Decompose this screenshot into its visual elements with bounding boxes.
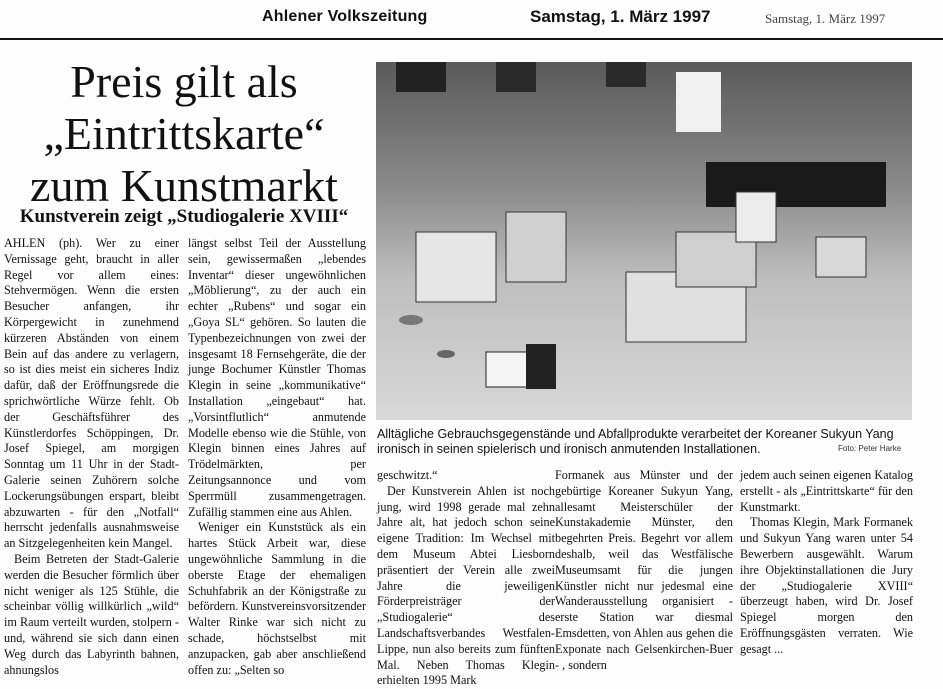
- article-column-4: [555, 468, 733, 672]
- paragraph: AHLEN (ph). Wer zu einer Vernissage geht, braucht in aller Regel vor allem eines: Stehvermögen. Wenn die ersten Besucher anfangen, ihr Körpergewicht in zunehmend kürzeren Abständen von einem Bein auf das andere zu verlagern, so ist dies meist ein sicheres Indiz dafür, daß der Eröffnungsrede die sprichwörtliche Würze fehlt. Ob der Geschäftsführer des Künstlerdorfes Schöppingen, Dr. Josef Spiegel, am morgigen Sonntag um 11 Uhr in der Stadt-Galerie seinen Zuhörern solche Lockerungsübungen erspart, bleibt abzuwarten - für den „Notfall“ herrscht jedenfalls ausnahmsweise an Sitzgelegenheiten kein Mangel.: [4, 236, 179, 551]
- headline: [0, 56, 368, 212]
- article-column-2: [188, 236, 367, 677]
- paragraph: Formanek aus Münster und der gebürtige Koreaner Sukyun Yang, allesamt Meisterschüler der Kunstakademie Münster, den begehrten Preis. Begehrt vor allem deshalb, weil das Westfälische Museumsamt für die jungen Künstler nicht nur jedesmal eine Wanderausstellung organisiert - erste Station war diesmal Emsdetten, von Ahlen aus gehen die Exponate nach Gelsenkirchen-Buer - , sondern: [555, 468, 733, 672]
- headline-line-1: Preis gilt als: [70, 56, 298, 107]
- article-column-1: [4, 236, 179, 677]
- article-column-5: [740, 468, 913, 662]
- issue-date-small: Samstag, 1. März 1997: [765, 11, 886, 26]
- subheadline: Kunstverein zeigt „Studiogalerie XVIII“: [19, 206, 349, 227]
- headline-line-3: zum Kunstmarkt: [30, 160, 338, 211]
- article-photo: [376, 62, 912, 420]
- installation-photo-illustration: [376, 62, 912, 420]
- issue-date: Samstag, 1. März 1997: [530, 7, 711, 26]
- paragraph: Weniger ein Kunststück als ein hartes Stück Arbeit war, diese ungewöhnliche Sammlung in die oberste Etage der ehemaligen Schuhfabrik an der Königstraße zu befördern. Kunstvereinsvorsitzender Walter Rinke war sich nicht zu schade, höchstselbst mit anzupacken, gab aber anschließend offen zu: „Selten so: [188, 520, 367, 677]
- paragraph: jedem auch seinen eigenen Katalog erstellt - als „Eintrittskarte“ für den Kunstmarkt.: [740, 468, 913, 514]
- photo-credit: Foto: Peter Harke: [838, 444, 902, 453]
- headline-line-2: „Eintrittskarte“: [43, 108, 325, 159]
- paragraph: Der Kunstverein Ahlen ist noch jung, wird 1998 gerade mal zehn Jahre alt, hat jedoch schon seine eigene Tradition: Im Wechsel mit dem Museum Abtei Liesborn präsentiert der Verein alle zwei Jahre die jeweiligen Förderpreisträger der „Studiogalerie“ des Landschaftsverbandes Westfalen-Lippe, nun also bereits zum fünften Mal. Neben Thomas Klegin erhielten 1995 Mark: [377, 483, 555, 688]
- photo-caption: Alltägliche Gebrauchsgegenstände und Abfallprodukte verarbeitet der Koreaner Sukyun Yang ironisch in seinen spielerisch und ironisch anmutenden Installationen.: [377, 427, 894, 456]
- newspaper-name: Ahlener Volkszeitung: [262, 8, 428, 25]
- article-column-3: [377, 468, 555, 688]
- paragraph: Beim Betreten der Stadt-Galerie werden die Besucher förmlich über nicht weniger als 125 Stühle, die scheinbar völlig willkürlich „wild“ im Raum verteilt wurden, stolpern - und, während sie sich dann einen Weg durch das Labyrinth bahnen, ahnungslos: [4, 551, 179, 677]
- paragraph: längst selbst Teil der Ausstellung sein, gewissermaßen „lebendes Inventar“ dieser ungewöhnlichen „Möblierung“, zu der auch ein echter „Rubens“ und sogar ein „Goya SL“ gehören. So lauten die Typenbezeichnungen von zwei der insgesamt 18 Fernsehgeräte, die der junge Bochumer Künstler Thomas Klegin in seine „kommunikative“ Installation „eingebaut“ hat. „Vorsintflutlich“ anmutende Modelle ebenso wie die Stühle, von Klegin binnen eines Jahres auf Trödelmärkten, per Zeitungsannonce und vom Sperrmüll zusammengetragen. Zufällig stammen eine aus Ahlen.: [188, 236, 366, 519]
- paragraph: Thomas Klegin, Mark Formanek und Sukyun Yang waren unter 54 Bewerbern ausgewählt. Warum ihre Objektinstallationen die Jury der „Studiogalerie XVIII“ überzeugt haben, wird Dr. Josef Spiegel morgen den Eröffnungsgästen verraten. Wie gesagt ...: [740, 515, 913, 656]
- masthead: [0, 0, 943, 40]
- paragraph: geschwitzt.“: [377, 468, 438, 482]
